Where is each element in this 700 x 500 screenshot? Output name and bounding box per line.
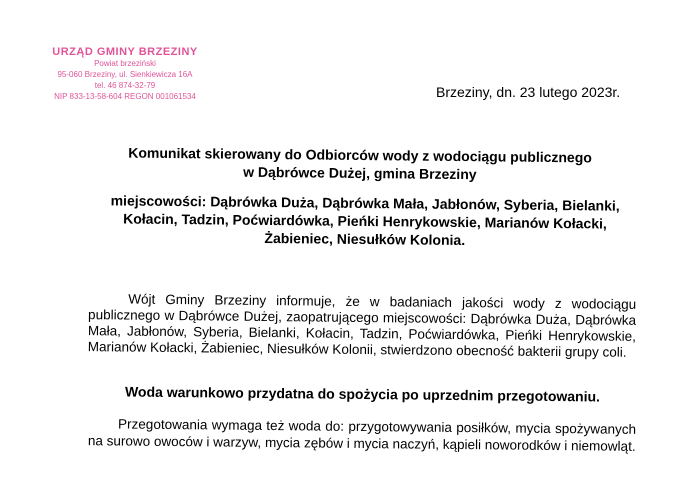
title-line-2: w Dąbrówce Dużej, gmina Brzeziny xyxy=(243,163,477,183)
stamp-phone: tel. 46 874-32-79 xyxy=(94,81,156,90)
boiling-paragraph: Przegotowania wymaga też woda do: przygotowywania posiłków, mycia spożywanych na surowo owoców i warzyw, mycia zębów i mycia naczyń, kąpieli noworodków i niemowląt. xyxy=(87,416,637,454)
document-date: Brzeziny, dn. 23 lutego 2023r. xyxy=(436,84,621,100)
office-stamp xyxy=(40,46,210,102)
stamp-address: 95-060 Brzeziny, ul. Sienkiewicza 16A xyxy=(57,70,193,79)
stamp-ids: NIP 833-13-58-604 REGON 001061534 xyxy=(54,92,196,101)
announcement-title xyxy=(100,143,620,184)
title-line-1: Komunikat skierowany do Odbiorców wody z wodociągu publicznego xyxy=(128,144,592,166)
stamp-office-name: URZĄD GMINY BRZEZINY xyxy=(52,46,198,58)
water-notice: Woda warunkowo przydatna do spożycia po uprzednim przegotowaniu. xyxy=(124,383,601,405)
places-list: miejscowości: Dąbrówka Duża, Dąbrówka Mała, Jabłonów, Syberia, Bielanki, Kołacin, Tadzin, Poćwiardówka, Pieńki Henrykowskie, Marianów Kołacki, Żabieniec, Niesułków Kolonia. xyxy=(110,192,620,249)
info-paragraph: Wójt Gminy Brzeziny informuje, że w badaniach jakości wody z wodociągu publicznego w Dąbrówce Dużej, zaopatrującego miejscowości: Dąbrówka Duża, Dąbrówka Mała, Jabłonów, Syberia, Bielanki, Kołacin, Tadzin, Poćwiardówka, Pieńki Henrykowskie, Marianów Kołacki, Żabieniec, Niesułków Kolonii, stwierdzono obecność bakterii grupy coli. xyxy=(87,291,637,360)
stamp-county: Powiat brzeziński xyxy=(94,59,156,68)
